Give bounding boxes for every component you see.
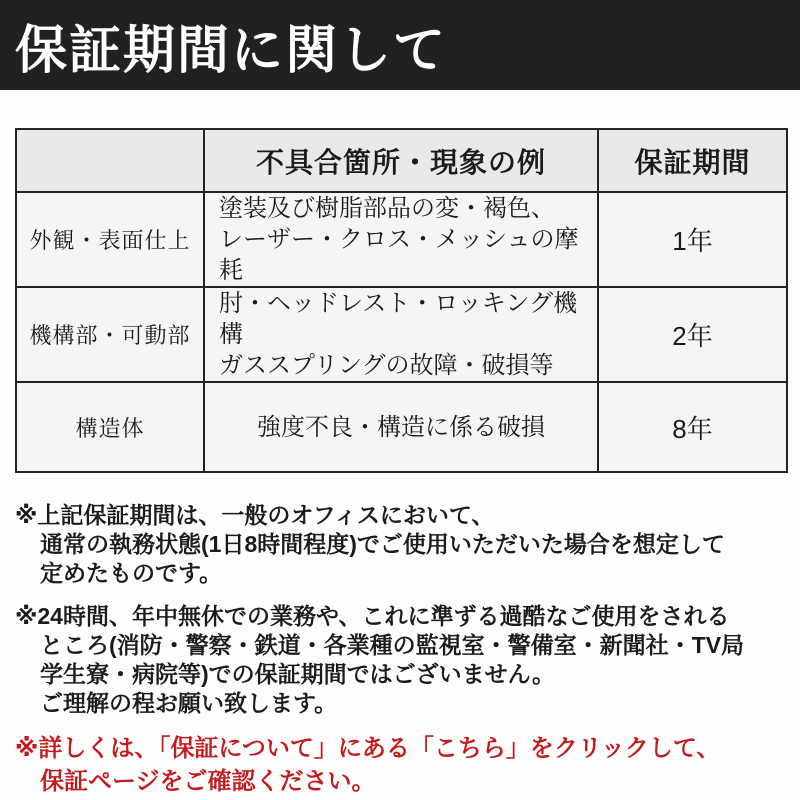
note-line: ご理解の程お願い致します。 <box>40 690 338 716</box>
note-line: 定めたものです。 <box>40 560 223 586</box>
part-name: 構造体 <box>16 382 204 472</box>
note-excluded-usage <box>15 602 793 718</box>
note-line: 学生寮・病院等)での保証期間ではございません。 <box>40 661 556 687</box>
defect-example-line: ガススプリングの故障・破損等 <box>219 352 554 379</box>
column-header-period: 保証期間 <box>598 129 787 192</box>
note-line: ※24時間、年中無休での業務や、これに準ずる過酷なご使用をされる <box>15 603 730 629</box>
column-header-example: 不具合箇所・現象の例 <box>204 129 598 192</box>
part-name: 外観・表面仕上 <box>16 192 204 287</box>
note-warranty-page-link <box>15 732 793 798</box>
note-line: 通常の執務状態(1日8時間程度)でご使用いただいた場合を想定して <box>40 531 725 557</box>
warranty-period-value: 8年 <box>598 382 787 472</box>
defect-example-line: レーザー・クロス・メッシュの摩耗 <box>219 226 579 284</box>
page-title: 保証期間に関して <box>15 21 448 80</box>
note-usage-assumption <box>15 501 793 588</box>
table-row <box>16 382 787 472</box>
defect-example <box>204 192 598 287</box>
notes-section <box>15 501 793 798</box>
defect-example-line: 強度不良・構造に係る破損 <box>257 413 545 441</box>
warranty-period-table <box>15 128 788 473</box>
warranty-period-value: 1年 <box>598 192 787 287</box>
table-header-row <box>16 129 787 192</box>
defect-example-line: 塗装及び樹脂部品の変・褐色、 <box>219 195 555 222</box>
page-title-bar <box>0 0 800 90</box>
defect-example <box>204 382 598 472</box>
table-row <box>16 287 787 382</box>
warranty-period-value: 2年 <box>598 287 787 382</box>
column-header-part <box>16 129 204 192</box>
defect-example-line: 肘・ヘッドレスト・ロッキング機構 <box>219 290 578 348</box>
note-line: ※上記保証期間は、一般のオフィスにおいて、 <box>15 502 495 528</box>
defect-example <box>204 287 598 382</box>
note-line: ※詳しくは、「保証について」にある「こちら」をクリックして、 <box>15 735 721 762</box>
note-line: 保証ページをご確認ください。 <box>40 768 376 795</box>
table-row <box>16 192 787 287</box>
part-name: 機構部・可動部 <box>16 287 204 382</box>
note-line: ところ(消防・警察・鉄道・各業種の監視室・警備室・新聞社・TV局 <box>40 632 745 658</box>
